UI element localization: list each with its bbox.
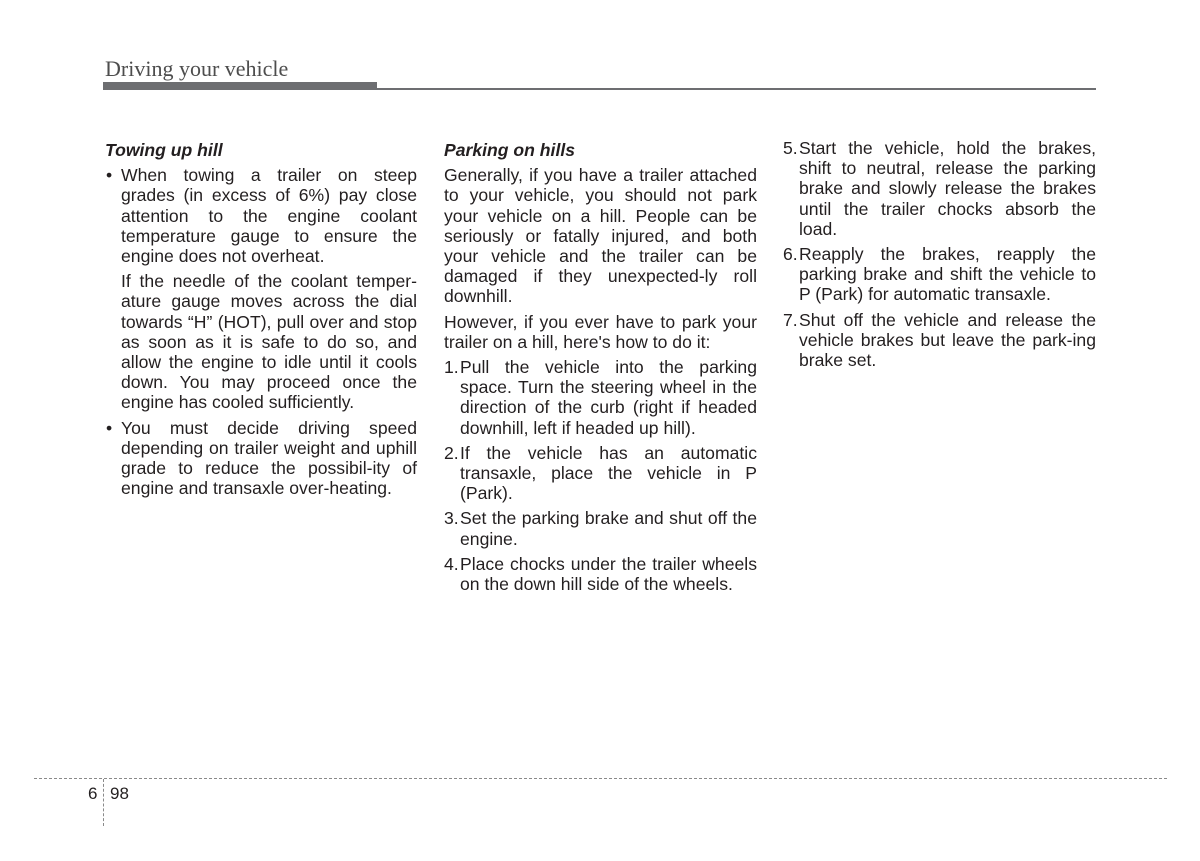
step-number: 4. xyxy=(444,553,459,574)
step-number: 1. xyxy=(444,357,459,378)
step-item xyxy=(444,554,757,594)
step-number: 7. xyxy=(783,309,798,330)
header-rule-thin xyxy=(377,88,1096,90)
paragraph: However, if you ever have to park your trailer on a hill, here's how to do it: xyxy=(444,311,757,352)
step-item xyxy=(783,244,1096,305)
step-number: 5. xyxy=(783,138,798,158)
page-number: 98 xyxy=(110,784,129,803)
step-item xyxy=(444,443,757,504)
paragraph: Generally, if you have a trailer attached to your vehicle, you should not park your vehicle on a hill. People can be seriously or fatally injured, and both your vehicle and the trailer can be damaged if they unexpected-ly roll downhill. xyxy=(444,165,757,307)
step-text: Set the parking brake and shut off the engine. xyxy=(460,508,757,549)
footer-page-divider xyxy=(103,779,104,826)
bullet-item xyxy=(105,418,417,499)
step-item xyxy=(783,310,1096,371)
column-towing-up-hill xyxy=(105,138,417,503)
bullet-icon: • xyxy=(106,165,113,186)
heading-parking-on-hills: Parking on hills xyxy=(444,140,575,160)
bullet-continuation: If the needle of the coolant temper-ature gauge moves across the dial towards “H” (HOT), pull over and stop as soon as it is safe to do so, and allow the engine to idle until it cools down. You may proceed once the engine has cooled sufficiently. xyxy=(121,271,417,413)
step-number: 3. xyxy=(444,508,459,529)
step-text: If the vehicle has an automatic transaxle, place the vehicle in P (Park). xyxy=(460,442,757,504)
step-text: Reapply the brakes, reapply the parking brake and shift the vehicle to P (Park) for automatic transaxle. xyxy=(799,244,1096,305)
chapter-number: 6 xyxy=(88,784,98,803)
heading-towing-up-hill: Towing up hill xyxy=(105,140,223,160)
bullet-text: When towing a trailer on steep grades (in excess of 6%) pay close attention to the engine coolant temperature gauge to ensure the engine does not overheat. xyxy=(121,165,417,267)
section-header-title: Driving your vehicle xyxy=(105,56,289,81)
step-number: 6. xyxy=(783,244,798,265)
step-text: Start the vehicle, hold the brakes, shift to neutral, release the parking brake and slowly release the brakes until the trailer chocks absorb the load. xyxy=(799,138,1096,239)
footer-divider xyxy=(34,778,1167,779)
bullet-icon: • xyxy=(106,417,113,438)
step-text: Place chocks under the trailer wheels on the down hill side of the wheels. xyxy=(460,553,757,595)
header-rule-thick xyxy=(103,82,377,90)
column-parking-steps-continued xyxy=(783,138,1096,375)
bullet-text: You must decide driving speed depending on trailer weight and uphill grade to reduce the possibil-ity of engine and transaxle over-heating. xyxy=(121,417,417,499)
step-item xyxy=(444,357,757,438)
step-text: Pull the vehicle into the parking space. Turn the steering wheel in the direction of the curb (right if headed downhill, left if headed up hill). xyxy=(460,357,757,438)
bullet-item xyxy=(105,165,417,266)
step-item xyxy=(783,138,1096,239)
step-number: 2. xyxy=(444,442,459,463)
step-item xyxy=(444,508,757,548)
column-parking-on-hills xyxy=(444,138,757,599)
step-text: Shut off the vehicle and release the vehicle brakes but leave the park-ing brake set. xyxy=(799,309,1096,371)
